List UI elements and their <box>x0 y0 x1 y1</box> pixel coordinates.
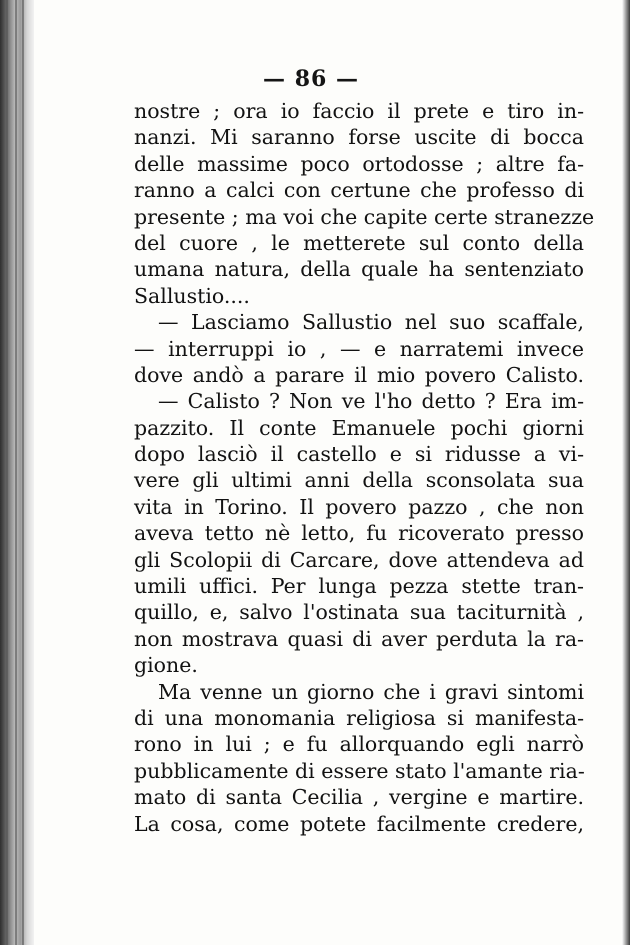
text-line: nostre ; ora io faccio il prete e tiro in- <box>134 99 584 123</box>
text-line: aveva tetto nè letto, fu ricoverato presso <box>134 521 584 546</box>
text-line: dopo lasciò il castello e si ridusse a vi- <box>134 442 584 467</box>
page-edge-shadow <box>622 0 630 945</box>
body-text <box>134 98 595 837</box>
text-line: La cosa, come potete facilmente credere, <box>134 811 584 836</box>
book-spine-shadow <box>0 0 34 945</box>
text-line: Sallustio.... <box>134 283 250 308</box>
text-line: di una monomania religiosa si manifesta- <box>134 705 584 730</box>
text-line: vere gli ultimi anni della sconsolata sua <box>134 468 584 493</box>
text-line: del cuore , le metterete sul conto della <box>134 230 584 255</box>
text-line: vita in Torino. Il povero pazzo , che non <box>134 494 584 519</box>
text-line: Ma venne un giorno che i gravi sintomi <box>158 679 584 704</box>
page-number: — 86 — <box>263 66 359 92</box>
text-line: umili uffici. Per lunga pezza stette tran- <box>134 574 584 599</box>
text-line: pubblicamente di essere stato l'amante ria- <box>134 758 585 783</box>
text-line: gione. <box>134 653 198 678</box>
text-line: gli Scolopii di Carcare, dove attendeva ad <box>134 547 584 572</box>
text-line: presente ; ma voi che capite certe stranezze <box>134 204 595 229</box>
text-line: pazzito. Il conte Emanuele pochi giorni <box>134 415 584 440</box>
text-line: dove andò a parare il mio povero Calisto. <box>134 362 584 387</box>
text-line: nanzi. Mi saranno forse uscite di bocca <box>134 125 584 150</box>
text-line: delle massime poco ortodosse ; altre fa- <box>134 151 584 176</box>
spine-crease <box>15 0 17 945</box>
spine-crease <box>22 0 24 945</box>
text-line: mato di santa Cecilia , vergine e martire. <box>134 785 584 810</box>
text-line: quillo, e, salvo l'ostinata sua taciturnità , <box>134 600 584 625</box>
text-line: non mostrava quasi di aver perduta la ra- <box>134 626 584 651</box>
text-line: umana natura, della quale ha sentenziato <box>134 257 584 282</box>
text-line: — interruppi io , — e narratemi invece <box>134 336 584 361</box>
text-line: — Lasciamo Sallustio nel suo scaffale, <box>158 310 584 335</box>
spine-crease <box>6 0 8 945</box>
book-page <box>34 0 622 945</box>
text-line: ranno a calci con certune che professo di <box>134 178 584 203</box>
text-line: — Calisto ? Non ve l'ho detto ? Era im- <box>158 389 584 414</box>
text-line: rono in lui ; e fu allorquando egli narrò <box>134 732 584 757</box>
